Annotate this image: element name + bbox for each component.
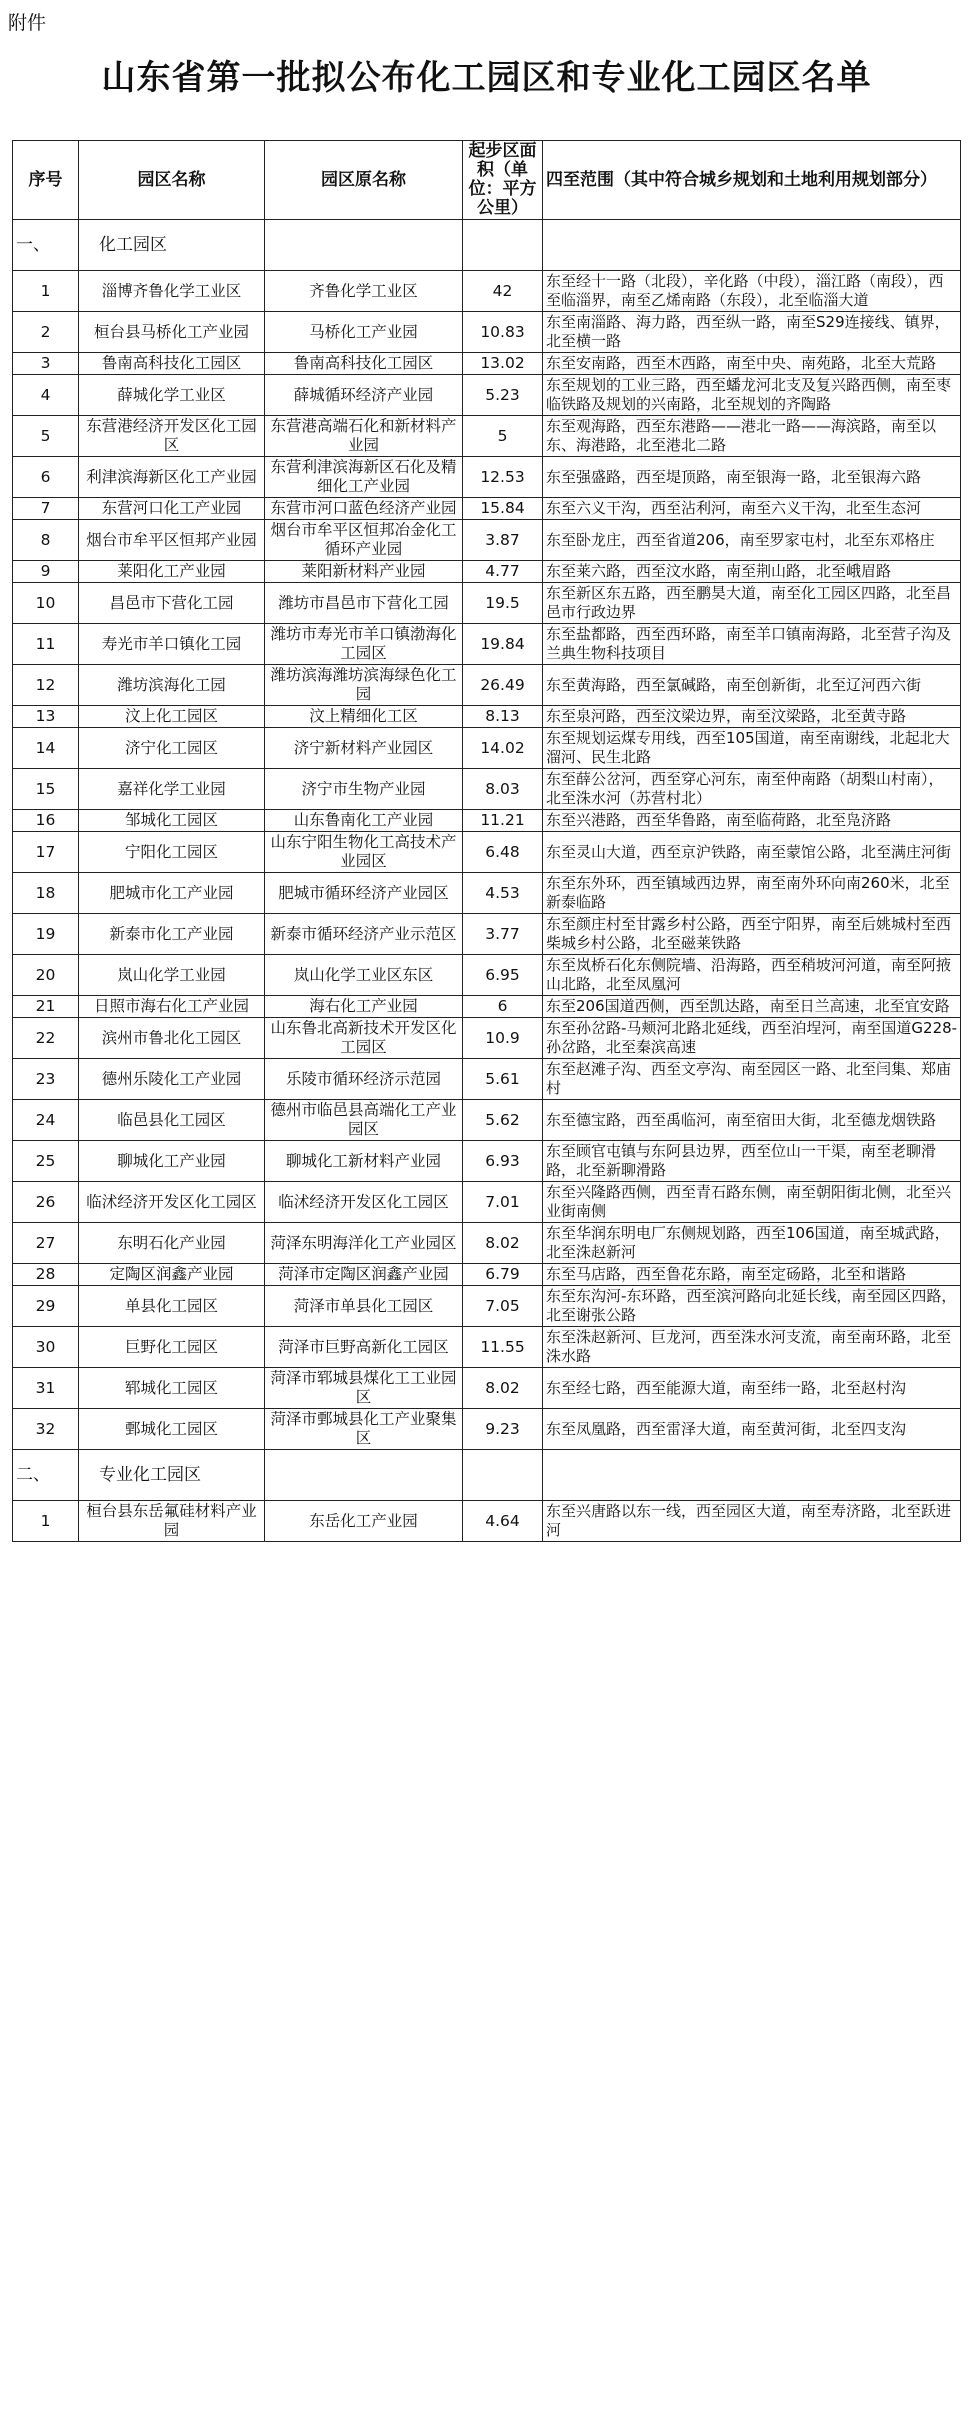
park-area: 26.49 <box>463 665 543 706</box>
park-range: 东至规划的工业三路，西至蟠龙河北支及复兴路西侧，南至枣临铁路及规划的兴南路，北至规划的齐陶路 <box>543 375 961 416</box>
park-original-name: 潍坊市昌邑市下营化工园 <box>265 583 463 624</box>
park-area: 14.02 <box>463 728 543 769</box>
park-area: 4.53 <box>463 873 543 914</box>
park-area: 42 <box>463 271 543 312</box>
section-row-chemical <box>13 220 961 271</box>
row-no: 32 <box>13 1409 79 1450</box>
park-range: 东至泉河路，西至汶梁边界，南至汶梁路，北至黄寺路 <box>543 706 961 728</box>
row-no: 8 <box>13 520 79 561</box>
park-range: 东至新区东五路，西至鹏昊大道，南至化工园区四路，北至昌邑市行政边界 <box>543 583 961 624</box>
park-area: 5.61 <box>463 1059 543 1100</box>
park-original-name: 肥城市循环经济产业园区 <box>265 873 463 914</box>
table-row <box>13 1059 961 1100</box>
section-title: 专业化工园区 <box>79 1450 265 1501</box>
park-name: 东营河口化工产业园 <box>79 498 265 520</box>
park-range: 东至岚桥石化东侧院墙、沿海路，西至稍坡河河道，南至阿掖山北路，北至凤凰河 <box>543 955 961 996</box>
park-original-name: 菏泽市鄄城县化工产业聚集区 <box>265 1409 463 1450</box>
table-row <box>13 873 961 914</box>
park-name: 东明石化产业园 <box>79 1223 265 1264</box>
header-no: 序号 <box>13 141 79 220</box>
park-name: 莱阳化工产业园 <box>79 561 265 583</box>
park-name: 昌邑市下营化工园 <box>79 583 265 624</box>
row-no: 21 <box>13 996 79 1018</box>
park-original-name: 岚山化学工业区东区 <box>265 955 463 996</box>
park-range: 东至206国道西侧，西至凯达路，南至日兰高速，北至宜安路 <box>543 996 961 1018</box>
table-row <box>13 1141 961 1182</box>
row-no: 23 <box>13 1059 79 1100</box>
park-range: 东至颜庄村至甘露乡村公路，西至宁阳界，南至后姚城村至西柴城乡村公路，北至磁莱铁路 <box>543 914 961 955</box>
row-no: 2 <box>13 312 79 353</box>
row-no: 6 <box>13 457 79 498</box>
park-original-name: 东岳化工产业园 <box>265 1501 463 1542</box>
park-area: 8.03 <box>463 769 543 810</box>
park-range: 东至东沟河-东环路，西至滨河路向北延长线，南至园区四路，北至谢张公路 <box>543 1286 961 1327</box>
table-row <box>13 955 961 996</box>
row-no: 13 <box>13 706 79 728</box>
park-name: 淄博齐鲁化学工业区 <box>79 271 265 312</box>
section-row-specialized <box>13 1450 961 1501</box>
park-name: 汶上化工园区 <box>79 706 265 728</box>
park-range: 东至南淄路、海力路，西至纵一路，南至S29连接线、镇界，北至横一路 <box>543 312 961 353</box>
attachment-label: 附件 <box>8 12 47 34</box>
park-area: 13.02 <box>463 353 543 375</box>
park-name: 聊城化工产业园 <box>79 1141 265 1182</box>
park-original-name: 济宁市生物产业园 <box>265 769 463 810</box>
park-area: 12.53 <box>463 457 543 498</box>
table-row <box>13 1018 961 1059</box>
park-original-name: 海右化工产业园 <box>265 996 463 1018</box>
row-no: 4 <box>13 375 79 416</box>
park-name: 临沭经济开发区化工园区 <box>79 1182 265 1223</box>
park-range: 东至灵山大道，西至京沪铁路，南至蒙馆公路，北至满庄河街 <box>543 832 961 873</box>
park-original-name: 东营港高端石化和新材料产业园 <box>265 416 463 457</box>
park-original-name: 薛城循环经济产业园 <box>265 375 463 416</box>
table-header-row <box>13 141 961 220</box>
row-no: 3 <box>13 353 79 375</box>
park-name: 嘉祥化学工业园 <box>79 769 265 810</box>
park-list-table <box>12 140 961 1542</box>
table-row <box>13 353 961 375</box>
table-row <box>13 1327 961 1368</box>
table-row <box>13 1286 961 1327</box>
park-name: 郓城化工园区 <box>79 1368 265 1409</box>
park-name: 日照市海右化工产业园 <box>79 996 265 1018</box>
table-row <box>13 832 961 873</box>
park-range: 东至兴港路，西至华鲁路，南至临荷路，北至凫济路 <box>543 810 961 832</box>
header-area: 起步区面积（单位：平方公里） <box>463 141 543 220</box>
park-name: 宁阳化工园区 <box>79 832 265 873</box>
park-name: 鄄城化工园区 <box>79 1409 265 1450</box>
park-original-name: 潍坊市寿光市羊口镇渤海化工园区 <box>265 624 463 665</box>
row-no: 10 <box>13 583 79 624</box>
header-name: 园区名称 <box>79 141 265 220</box>
park-area: 3.87 <box>463 520 543 561</box>
park-area: 8.13 <box>463 706 543 728</box>
park-area: 6.48 <box>463 832 543 873</box>
park-range: 东至盐都路，西至西环路，南至羊口镇南海路，北至营子沟及兰典生物科技项目 <box>543 624 961 665</box>
park-original-name: 山东鲁南化工产业园 <box>265 810 463 832</box>
park-original-name: 潍坊滨海潍坊滨海绿色化工园 <box>265 665 463 706</box>
park-area: 6.95 <box>463 955 543 996</box>
table-row <box>13 498 961 520</box>
section-title: 化工园区 <box>79 220 265 271</box>
park-original-name: 鲁南高科技化工园区 <box>265 353 463 375</box>
park-name: 桓台县马桥化工产业园 <box>79 312 265 353</box>
park-name: 肥城市化工产业园 <box>79 873 265 914</box>
section-no: 一、 <box>13 220 79 271</box>
park-original-name: 临沭经济开发区化工园区 <box>265 1182 463 1223</box>
row-no: 31 <box>13 1368 79 1409</box>
row-no: 1 <box>13 1501 79 1542</box>
park-area: 11.21 <box>463 810 543 832</box>
row-no: 25 <box>13 1141 79 1182</box>
park-area: 4.64 <box>463 1501 543 1542</box>
park-area: 10.9 <box>463 1018 543 1059</box>
park-name: 烟台市牟平区恒邦产业园 <box>79 520 265 561</box>
park-area: 15.84 <box>463 498 543 520</box>
park-area: 9.23 <box>463 1409 543 1450</box>
row-no: 11 <box>13 624 79 665</box>
park-range: 东至洙赵新河、巨龙河，西至洙水河支流，南至南环路，北至洙水路 <box>543 1327 961 1368</box>
park-original-name: 菏泽市郓城县煤化工工业园区 <box>265 1368 463 1409</box>
park-name: 薛城化学工业区 <box>79 375 265 416</box>
park-range: 东至经十一路（北段），辛化路（中段），淄江路（南段），西至临淄界，南至乙烯南路（东段），北至临淄大道 <box>543 271 961 312</box>
row-no: 16 <box>13 810 79 832</box>
park-original-name: 新泰市循环经济产业示范区 <box>265 914 463 955</box>
row-no: 24 <box>13 1100 79 1141</box>
park-area: 5.62 <box>463 1100 543 1141</box>
park-original-name: 山东鲁北高新技术开发区化工园区 <box>265 1018 463 1059</box>
park-area: 6.93 <box>463 1141 543 1182</box>
park-range: 东至黄海路，西至氯碱路，南至创新街，北至辽河西六街 <box>543 665 961 706</box>
row-no: 7 <box>13 498 79 520</box>
table-row <box>13 728 961 769</box>
park-area: 6 <box>463 996 543 1018</box>
table-row <box>13 769 961 810</box>
section-no: 二、 <box>13 1450 79 1501</box>
table-row <box>13 561 961 583</box>
header-range: 四至范围（其中符合城乡规划和土地利用规划部分） <box>543 141 961 220</box>
park-range: 东至赵滩子沟、西至文亭沟、南至园区一路、北至闫集、郑庙村 <box>543 1059 961 1100</box>
park-area: 3.77 <box>463 914 543 955</box>
park-range: 东至华润东明电厂东侧规划路，西至106国道，南至城武路，北至洙赵新河 <box>543 1223 961 1264</box>
park-area: 5 <box>463 416 543 457</box>
park-range: 东至观海路，西至东港路——港北一路——海滨路，南至以东、海港路，北至港北二路 <box>543 416 961 457</box>
park-range: 东至兴唐路以东一线，西至园区大道，南至寿济路，北至跃进河 <box>543 1501 961 1542</box>
park-name: 寿光市羊口镇化工园 <box>79 624 265 665</box>
park-range: 东至莱六路，西至汶水路，南至荆山路，北至峨眉路 <box>543 561 961 583</box>
park-original-name: 菏泽市定陶区润鑫产业园 <box>265 1264 463 1286</box>
table-row <box>13 271 961 312</box>
row-no: 30 <box>13 1327 79 1368</box>
park-area: 7.01 <box>463 1182 543 1223</box>
park-area: 6.79 <box>463 1264 543 1286</box>
park-original-name: 汶上精细化工区 <box>265 706 463 728</box>
table-row <box>13 1182 961 1223</box>
park-original-name: 齐鲁化学工业区 <box>265 271 463 312</box>
table-row <box>13 706 961 728</box>
park-range: 东至孙岔路-马颊河北路北延线，西至泊埕河，南至国道G228-孙岔路，北至秦滨高速 <box>543 1018 961 1059</box>
park-name: 新泰市化工产业园 <box>79 914 265 955</box>
park-range: 东至六义干沟，西至沾利河，南至六义干沟，北至生态河 <box>543 498 961 520</box>
park-range: 东至规划运煤专用线，西至105国道，南至南谢线，北起北大溜河、民生北路 <box>543 728 961 769</box>
park-range: 东至强盛路，西至堤顶路，南至银海一路，北至银海六路 <box>543 457 961 498</box>
park-range: 东至卧龙庄，西至省道206，南至罗家屯村，北至东邓格庄 <box>543 520 961 561</box>
park-name: 单县化工园区 <box>79 1286 265 1327</box>
park-area: 4.77 <box>463 561 543 583</box>
park-area: 10.83 <box>463 312 543 353</box>
row-no: 20 <box>13 955 79 996</box>
document-title: 山东省第一批拟公布化工园区和专业化工园区名单 <box>101 58 872 98</box>
table-row <box>13 1409 961 1450</box>
park-original-name: 烟台市牟平区恒邦冶金化工循环产业园 <box>265 520 463 561</box>
park-range: 东至安南路，西至木西路，南至中央、南苑路，北至大荒路 <box>543 353 961 375</box>
park-name: 鲁南高科技化工园区 <box>79 353 265 375</box>
park-area: 19.84 <box>463 624 543 665</box>
table-row <box>13 810 961 832</box>
park-range: 东至凤凰路，西至雷泽大道，南至黄河街，北至四支沟 <box>543 1409 961 1450</box>
row-no: 18 <box>13 873 79 914</box>
table-row <box>13 914 961 955</box>
park-original-name: 菏泽市巨野高新化工园区 <box>265 1327 463 1368</box>
table-row <box>13 1501 961 1542</box>
park-original-name: 聊城化工新材料产业园 <box>265 1141 463 1182</box>
row-no: 17 <box>13 832 79 873</box>
table-row <box>13 312 961 353</box>
park-area: 8.02 <box>463 1368 543 1409</box>
park-original-name: 菏泽东明海洋化工产业园区 <box>265 1223 463 1264</box>
table-row <box>13 457 961 498</box>
park-original-name: 山东宁阳生物化工高技术产业园区 <box>265 832 463 873</box>
park-name: 定陶区润鑫产业园 <box>79 1264 265 1286</box>
row-no: 29 <box>13 1286 79 1327</box>
row-no: 14 <box>13 728 79 769</box>
park-range: 东至顾官屯镇与东阿县边界，西至位山一干渠，南至老聊滑路，北至新聊滑路 <box>543 1141 961 1182</box>
row-no: 27 <box>13 1223 79 1264</box>
row-no: 12 <box>13 665 79 706</box>
table-row <box>13 1100 961 1141</box>
park-area: 7.05 <box>463 1286 543 1327</box>
park-range: 东至德宝路，西至禹临河，南至宿田大街，北至德龙烟铁路 <box>543 1100 961 1141</box>
row-no: 1 <box>13 271 79 312</box>
park-name: 德州乐陵化工产业园 <box>79 1059 265 1100</box>
park-range: 东至东外环，西至镇域西边界，南至南外环向南260米，北至新泰临路 <box>543 873 961 914</box>
table-row <box>13 375 961 416</box>
park-original-name: 德州市临邑县高端化工产业园区 <box>265 1100 463 1141</box>
row-no: 5 <box>13 416 79 457</box>
park-name: 济宁化工园区 <box>79 728 265 769</box>
table-row <box>13 665 961 706</box>
park-original-name: 东营利津滨海新区石化及精细化工产业园 <box>265 457 463 498</box>
table-row <box>13 624 961 665</box>
park-range: 东至薛公岔河，西至穿心河东，南至仲南路（胡梨山村南），北至洙水河（苏营村北） <box>543 769 961 810</box>
table-row <box>13 583 961 624</box>
park-area: 5.23 <box>463 375 543 416</box>
row-no: 22 <box>13 1018 79 1059</box>
table-row <box>13 520 961 561</box>
park-name: 利津滨海新区化工产业园 <box>79 457 265 498</box>
row-no: 28 <box>13 1264 79 1286</box>
park-original-name: 莱阳新材料产业园 <box>265 561 463 583</box>
table-row <box>13 1264 961 1286</box>
table-row <box>13 1223 961 1264</box>
park-original-name: 东营市河口蓝色经济产业园 <box>265 498 463 520</box>
park-range: 东至马店路，西至鲁花东路，南至定砀路，北至和谐路 <box>543 1264 961 1286</box>
park-name: 邹城化工园区 <box>79 810 265 832</box>
park-range: 东至兴隆路西侧，西至青石路东侧，南至朝阳街北侧，北至兴业街南侧 <box>543 1182 961 1223</box>
park-area: 11.55 <box>463 1327 543 1368</box>
park-range: 东至经七路，西至能源大道，南至纬一路，北至赵村沟 <box>543 1368 961 1409</box>
park-area: 8.02 <box>463 1223 543 1264</box>
park-name: 潍坊滨海化工园 <box>79 665 265 706</box>
park-area: 19.5 <box>463 583 543 624</box>
park-original-name: 菏泽市单县化工园区 <box>265 1286 463 1327</box>
row-no: 15 <box>13 769 79 810</box>
row-no: 26 <box>13 1182 79 1223</box>
park-name: 滨州市鲁北化工园区 <box>79 1018 265 1059</box>
park-original-name: 马桥化工产业园 <box>265 312 463 353</box>
table-row <box>13 416 961 457</box>
park-original-name: 济宁新材料产业园区 <box>265 728 463 769</box>
park-name: 巨野化工园区 <box>79 1327 265 1368</box>
table-row <box>13 996 961 1018</box>
row-no: 19 <box>13 914 79 955</box>
park-name: 岚山化学工业园 <box>79 955 265 996</box>
table-row <box>13 1368 961 1409</box>
header-original-name: 园区原名称 <box>265 141 463 220</box>
park-name: 临邑县化工园区 <box>79 1100 265 1141</box>
park-name: 东营港经济开发区化工园区 <box>79 416 265 457</box>
row-no: 9 <box>13 561 79 583</box>
park-original-name: 乐陵市循环经济示范园 <box>265 1059 463 1100</box>
park-name: 桓台县东岳氟硅材料产业园 <box>79 1501 265 1542</box>
